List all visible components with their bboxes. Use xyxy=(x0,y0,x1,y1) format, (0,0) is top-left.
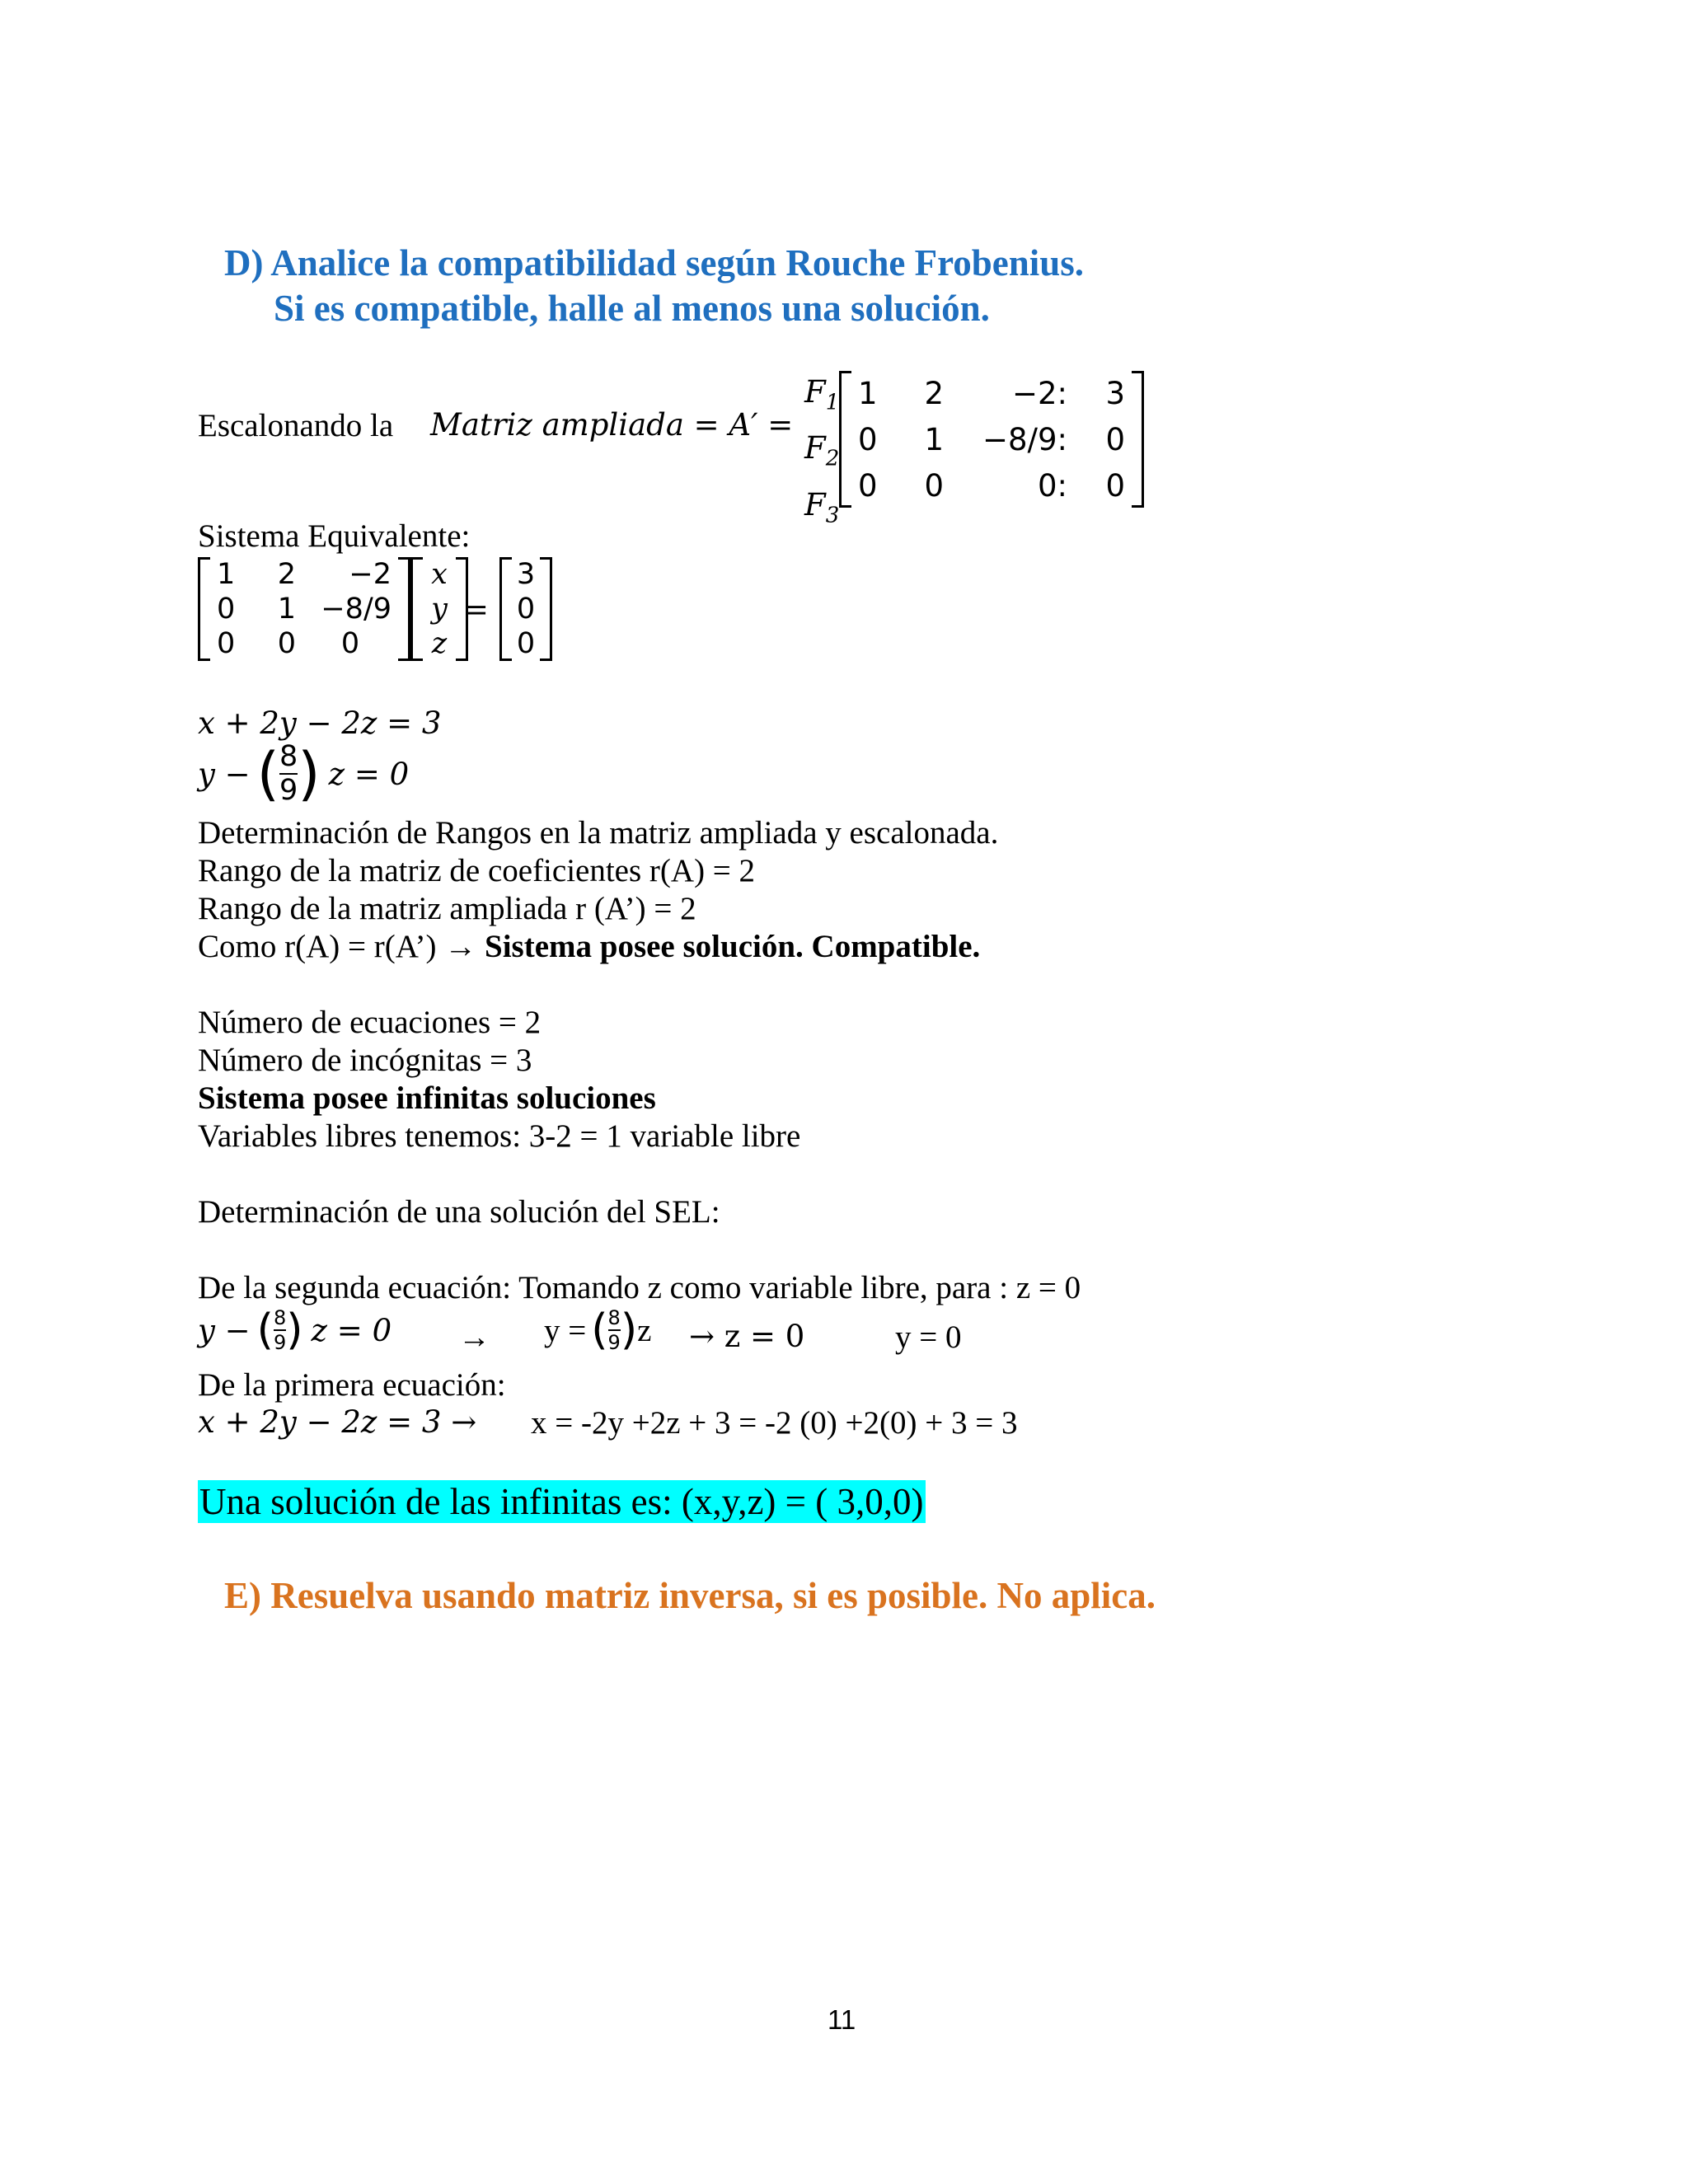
rhs-cell: 3 xyxy=(516,558,536,591)
matrix-cell: 3 xyxy=(1105,376,1125,411)
rangos-line4 xyxy=(198,928,980,965)
paren-open: ( xyxy=(256,740,279,808)
frac-num: 8 xyxy=(273,1306,287,1329)
sistema-equivalente-label: Sistema Equivalente: xyxy=(198,518,471,554)
bracket-right xyxy=(540,557,552,661)
paren-close: ) xyxy=(620,1305,638,1355)
row-label-f1: F xyxy=(804,374,826,410)
coef-cell: 0 xyxy=(340,627,360,660)
matrix-cell: 2 xyxy=(924,376,944,411)
equals-sign: = xyxy=(463,592,490,627)
paren-close: ) xyxy=(298,740,321,808)
x-calculation: x = -2y +2z + 3 = -2 (0) +2(0) + 3 = 3 xyxy=(531,1405,1018,1441)
matrix-cell: 0 xyxy=(858,468,878,504)
y-equals-expression xyxy=(544,1305,651,1355)
row-sub-3: 3 xyxy=(825,503,840,528)
coef-cell: 0 xyxy=(217,627,236,660)
numero-incognitas: Número de incógnitas = 3 xyxy=(198,1043,532,1078)
row-sub-2: 2 xyxy=(825,446,840,471)
arrow-icon: → xyxy=(458,1319,490,1355)
primera-ecuacion-line: De la primera ecuación: xyxy=(198,1367,506,1403)
eq2-pre: y − xyxy=(198,756,251,792)
variable-vector xyxy=(410,557,468,661)
row-sub-1: 1 xyxy=(825,390,840,415)
y-zero: y = 0 xyxy=(895,1319,962,1355)
matrix-cell: 0: xyxy=(1037,468,1067,504)
row-label-f3: F xyxy=(804,486,826,523)
matrix-cell: −2: xyxy=(1011,376,1067,411)
heading-d-line2: Si es compatible, halle al menos una solución. xyxy=(274,288,990,329)
escalonando-label: Escalonando la xyxy=(198,408,394,443)
coefficient-matrix xyxy=(198,557,410,661)
matrix-cell: 0 xyxy=(1105,468,1125,504)
coef-cell: −2 xyxy=(349,558,392,591)
compatible-statement: Sistema posee solución. Compatible. xyxy=(485,929,981,964)
segunda-equation xyxy=(198,1305,392,1355)
y-eq-pre: y = xyxy=(544,1312,587,1348)
matrix-cell: 0 xyxy=(858,422,878,457)
coef-cell: 0 xyxy=(277,627,296,660)
frac-den: 9 xyxy=(273,1331,287,1354)
paren-close: ) xyxy=(286,1305,303,1355)
matrix-cell: −8/9: xyxy=(982,422,1067,457)
numero-ecuaciones: Número de ecuaciones = 2 xyxy=(198,1005,542,1040)
row-label-f2: F xyxy=(804,430,826,466)
frac-num: 8 xyxy=(279,740,298,773)
coef-cell: 0 xyxy=(217,593,236,626)
y-eq-post: z xyxy=(637,1312,652,1348)
equation-1: x + 2y − 2z = 3 xyxy=(198,705,442,741)
rangos-line3: Rango de la matriz ampliada r (A’) = 2 xyxy=(198,891,696,926)
rangos-line4-pre: Como r(A) = r(A’) → xyxy=(198,929,485,964)
coef-cell: −8/9 xyxy=(321,593,392,626)
bracket-left xyxy=(839,371,851,508)
matrix-cell: 1 xyxy=(924,422,944,457)
frac-den: 9 xyxy=(279,774,298,807)
fraction-8-9 xyxy=(274,1308,286,1352)
seg-pre: y − xyxy=(198,1312,251,1348)
infinitas-soluciones: Sistema posee infinitas soluciones xyxy=(198,1080,656,1116)
frac-num: 8 xyxy=(607,1306,621,1329)
z-zero: → z = 0 xyxy=(689,1319,805,1354)
eq2-post: z = 0 xyxy=(328,756,410,792)
bracket-left xyxy=(198,557,210,661)
paren-open: ( xyxy=(256,1305,274,1355)
segunda-ecuacion-line: De la segunda ecuación: Tomando z como variable libre, para : z = 0 xyxy=(198,1270,1081,1305)
coef-cell: 2 xyxy=(277,558,296,591)
augmented-matrix xyxy=(839,371,1144,508)
bracket-right xyxy=(398,557,410,661)
primera-equation: x + 2y − 2z = 3 → xyxy=(198,1404,477,1440)
rhs-vector xyxy=(499,557,552,661)
equation-2 xyxy=(198,740,409,808)
page-number: 11 xyxy=(828,2004,856,2035)
rhs-cell: 0 xyxy=(516,627,536,660)
var-x: x xyxy=(431,558,448,591)
row-labels xyxy=(804,369,839,538)
bracket-right xyxy=(1132,371,1144,508)
fraction-8-9 xyxy=(608,1308,621,1352)
rangos-line1: Determinación de Rangos en la matriz ampliada y escalonada. xyxy=(198,815,999,851)
var-y: y xyxy=(431,593,448,626)
seg-post: z = 0 xyxy=(311,1312,392,1348)
escalonando-expr: Matriz ampliada = A′ = xyxy=(430,407,794,443)
matrix-cell: 0 xyxy=(924,468,944,504)
variables-libres: Variables libres tenemos: 3-2 = 1 variable libre xyxy=(198,1118,801,1154)
bracket-left xyxy=(410,557,423,661)
coef-cell: 1 xyxy=(217,558,236,591)
rangos-line2: Rango de la matriz de coeficientes r(A) = 2 xyxy=(198,853,756,888)
fraction-8-9 xyxy=(279,740,298,807)
matrix-cell: 0 xyxy=(1105,422,1125,457)
matrix-cell: 1 xyxy=(858,376,878,411)
coef-cell: 1 xyxy=(277,593,296,626)
heading-e: E) Resuelva usando matriz inversa, si es posible. No aplica. xyxy=(224,1575,1156,1616)
bracket-left xyxy=(499,557,512,661)
solution-highlight: Una solución de las infinitas es: (x,y,z) = ( 3,0,0) xyxy=(199,1481,924,1522)
frac-den: 9 xyxy=(607,1331,621,1354)
var-z: z xyxy=(431,627,448,660)
heading-d-line1: D) Analice la compatibilidad según Rouche Frobenius. xyxy=(224,242,1085,284)
paren-open: ( xyxy=(591,1305,608,1355)
determinacion-title: Determinación de una solución del SEL: xyxy=(198,1194,720,1230)
rhs-cell: 0 xyxy=(516,593,536,626)
